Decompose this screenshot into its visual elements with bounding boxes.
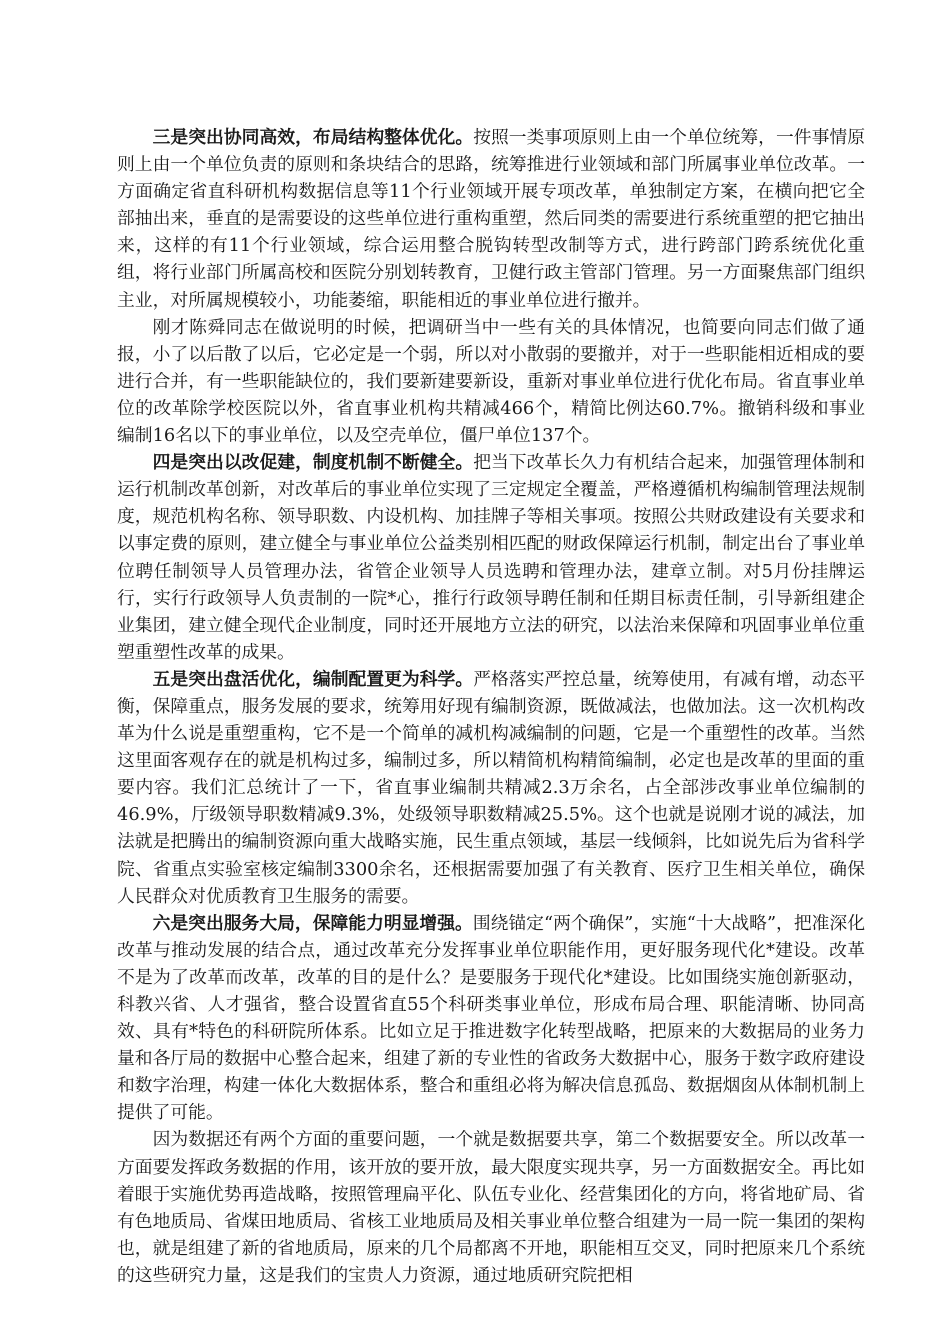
paragraph-text: 严格落实严控总量，统筹使用，有减有增，动态平衡，保障重点，服务发展的要求，统筹用好现有编制资源，既做减法，也做加法。这一次机构改革为什么说是重塑重构，它不是一个简单的减机构减编制的问题，它是一个重塑性的改革。当然这里面客观存在的就是机构过多，编制过多，所以精简机构精简编制，必定也是改革的里面的重要内容。我们汇总统计了一下，省直事业编制共精减2.3万余名，占全部涉改事业单位编制的46.9%，厅级领导职数精减9.3%，处级领导职数精减25.5%。这个也就是说刚才说的减法，加法就是把腾出的编制资源向重大战略实施，民生重点领域，基层一线倾斜，比如说先后为省科学院、省重点实验室核定编制3300余名，还根据需要加强了有关教育、医疗卫生相关单位，确保人民群众对优质教育卫生服务的需要。 [117,668,865,907]
section-heading: 三是突出协同高效，布局结构整体优化。 [152,127,474,148]
paragraph-text: 刚才陈舜同志在做说明的时候，把调研当中一些有关的具体情况，也简要向同志们做了通报，小了以后散了以后，它必定是一个弱，所以对小散弱的要撤并，对于一些职能相近相成的要进行合并，有一些职能缺位的，我们要新建要新设，重新对事业单位进行优化布局。省直事业单位的改革除学校医院以外，省直事业机构共精减466个，精简比例达60.7%。撤销科级和事业编制16名以下的事业单位，以及空壳单位，僵尸单位137个。 [117,316,865,447]
paragraph-text: 因为数据还有两个方面的重要问题，一个就是数据要共享，第二个数据要安全。所以改革一方面要发挥政务数据的作用，该开放的要开放，最大限度实现共享，另一方面数据安全。再比如着眼于实施优势再造战略，按照管理扁平化、队伍专业化、经营集团化的方向，将省地矿局、省有色地质局、省煤田地质局、省核工业地质局及相关事业单位整合组建为一局一院一集团的架构也，就是组建了新的省地质局，原来的几个局都离不开地，职能相互交叉，同时把原来几个系统的这些研究力量，这是我们的宝贵人力资源，通过地质研究院把相 [117,1129,865,1286]
paragraph-text: 围绕锚定“两个确保”，实施“十大战略”，把准深化改革与推动发展的结合点，通过改革充分发挥事业单位职能作用，更好服务现代化*建设。改革不是为了改革而改革，改革的目的是什么？是要服务于现代化*建设。比如围绕实施创新驱动，科教兴省、人才强省，整合设置省直55个科研类事业单位，形成布局合理、职能清晰、协同高效、具有*特色的科研院所体系。比如立足于推进数字化转型战略，把原来的大数据局的业务力量和各厅局的数据中心整合起来，组建了新的专业性的省政务大数据中心，服务于数字政府建设和数字治理，构建一体化大数据体系，整合和重组必将为解决信息孤岛、数据烟囱从体制机制上提供了可能。 [117,912,865,1124]
document-page [117,124,865,1289]
paragraph-section-6 [117,910,865,1127]
paragraph-section-3 [117,124,865,314]
paragraph-section-5 [117,666,865,910]
section-heading: 四是突出以改促建，制度机制不断健全。 [152,452,474,474]
paragraph-text: 按照一类事项原则上由一个单位统筹，一件事情原则上由一个单位负责的原则和条块结合的思路，统筹推进行业领域和部门所属事业单位改革。一方面确定省直科研机构数据信息等11个行业领域开展专项改革，单独制定方案，在横向把它全部抽出来，垂直的是需要设的这些单位进行重构重塑，然后同类的需要进行系统重塑的把它抽出来，这样的有11个行业领域，综合运用整合脱钩转型改制等方式，进行跨部门跨系统优化重组，将行业部门所属高校和医院分别划转教育，卫健行政主管部门管理。另一方面聚焦部门组织主业，对所属规模较小，功能萎缩，职能相近的事业单位进行撤并。 [117,127,865,311]
paragraph-text: 把当下改革长久力有机结合起来，加强管理体制和运行机制改革创新，对改革后的事业单位实现了三定规定全覆盖，严格遵循机构编制管理法规制度，规范机构名称、领导职数、内设机构、加挂牌子等相关事项。按照公共财政建设有关要求和以事定费的原则，建立健全与事业单位公益类别相匹配的财政保障运行机制，制定出台了事业单位聘任制领导人员管理办法，省管企业领导人员选聘和管理办法，建章立制。对5月份挂牌运行，实行行政领导人负责制的一院*心，推行行政领导聘任制和任期目标责任制，引导新组建企业集团，建立健全现代企业制度，同时还开展地方立法的研究，以法治来保障和巩固事业单位重塑重塑性改革的成果。 [117,452,865,663]
section-heading: 六是突出服务大局，保障能力明显增强。 [152,912,473,934]
paragraph-explanation [117,314,865,449]
paragraph-data-issues [117,1126,865,1289]
paragraph-section-4 [117,449,865,666]
section-heading: 五是突出盘活优化，编制配置更为科学。 [152,668,474,690]
